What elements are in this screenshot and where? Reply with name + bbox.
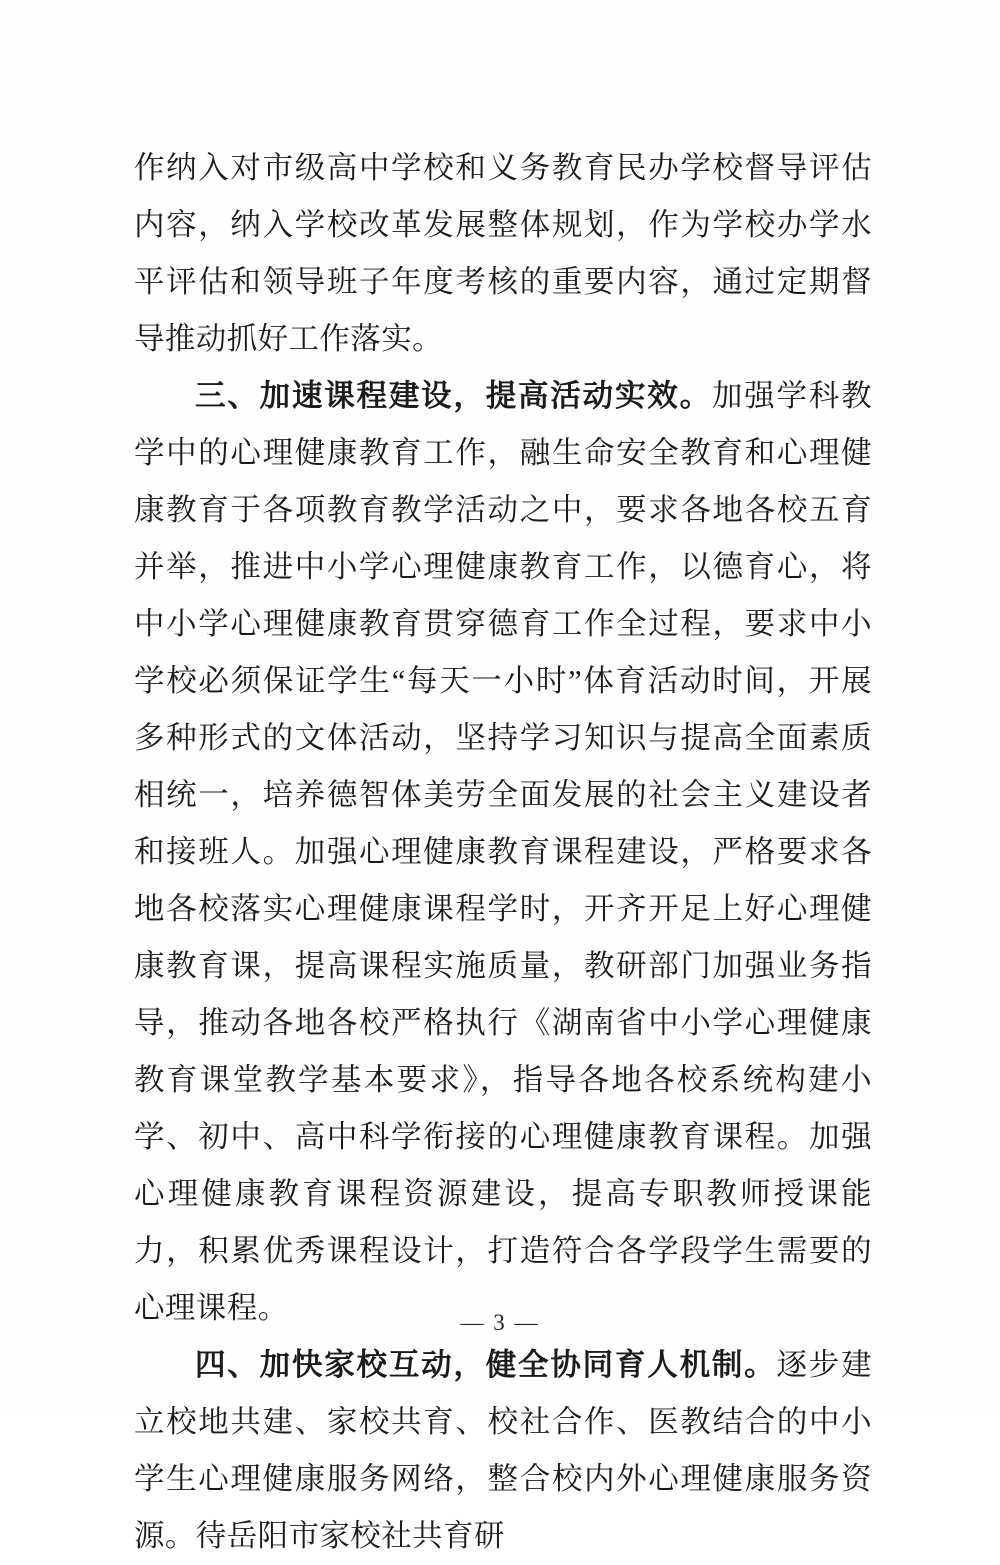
- paragraph-continued: [134, 140, 872, 368]
- page-number: — 3 —: [460, 1310, 540, 1335]
- section-heading-four: 四、加快家校互动，健全协同育人机制。: [195, 1348, 777, 1382]
- page-body: [134, 140, 872, 1565]
- paragraph-section-four: [134, 1337, 872, 1565]
- paragraph-text: 作纳入对市级高中学校和义务教育民办学校督导评估内容，纳入学校改革发展整体规划，作为学校办学水平评估和领导班子年度考核的重要内容，通过定期督导推动抓好工作落实。: [134, 151, 872, 356]
- paragraph-text: 逐步建立校地共建、家校共育、校社合作、医教结合的中小学生心理健康服务网络，整合校内外心理健康服务资源。待岳阳市家校社共育研: [134, 1348, 872, 1553]
- section-heading-three: 三、加速课程建设，提高活动实效。: [195, 379, 712, 413]
- paragraph-section-three: [134, 368, 872, 1337]
- paragraph-text: 加强学科教学中的心理健康教育工作，融生命安全教育和心理健康教育于各项教育教学活动之中，要求各地各校五育并举，推进中小学心理健康教育工作，以德育心，将中小学心理健康教育贯穿德育工作全过程，要求中小学校必须保证学生“每天一小时”体育活动时间，开展多种形式的文体活动，坚持学习知识与提高全面素质相统一，培养德智体美劳全面发展的社会主义建设者和接班人。加强心理健康教育课程建设，严格要求各地各校落实心理健康课程学时，开齐开足上好心理健康教育课，提高课程实施质量，教研部门加强业务指导，推动各地各校严格执行《湖南省中小学心理健康教育课堂教学基本要求》，指导各地各校系统构建小学、初中、高中科学衔接的心理健康教育课程。加强心理健康教育课程资源建设，提高专职教师授课能力，积累优秀课程设计，打造符合各学段学生需要的心理课程。: [134, 379, 872, 1325]
